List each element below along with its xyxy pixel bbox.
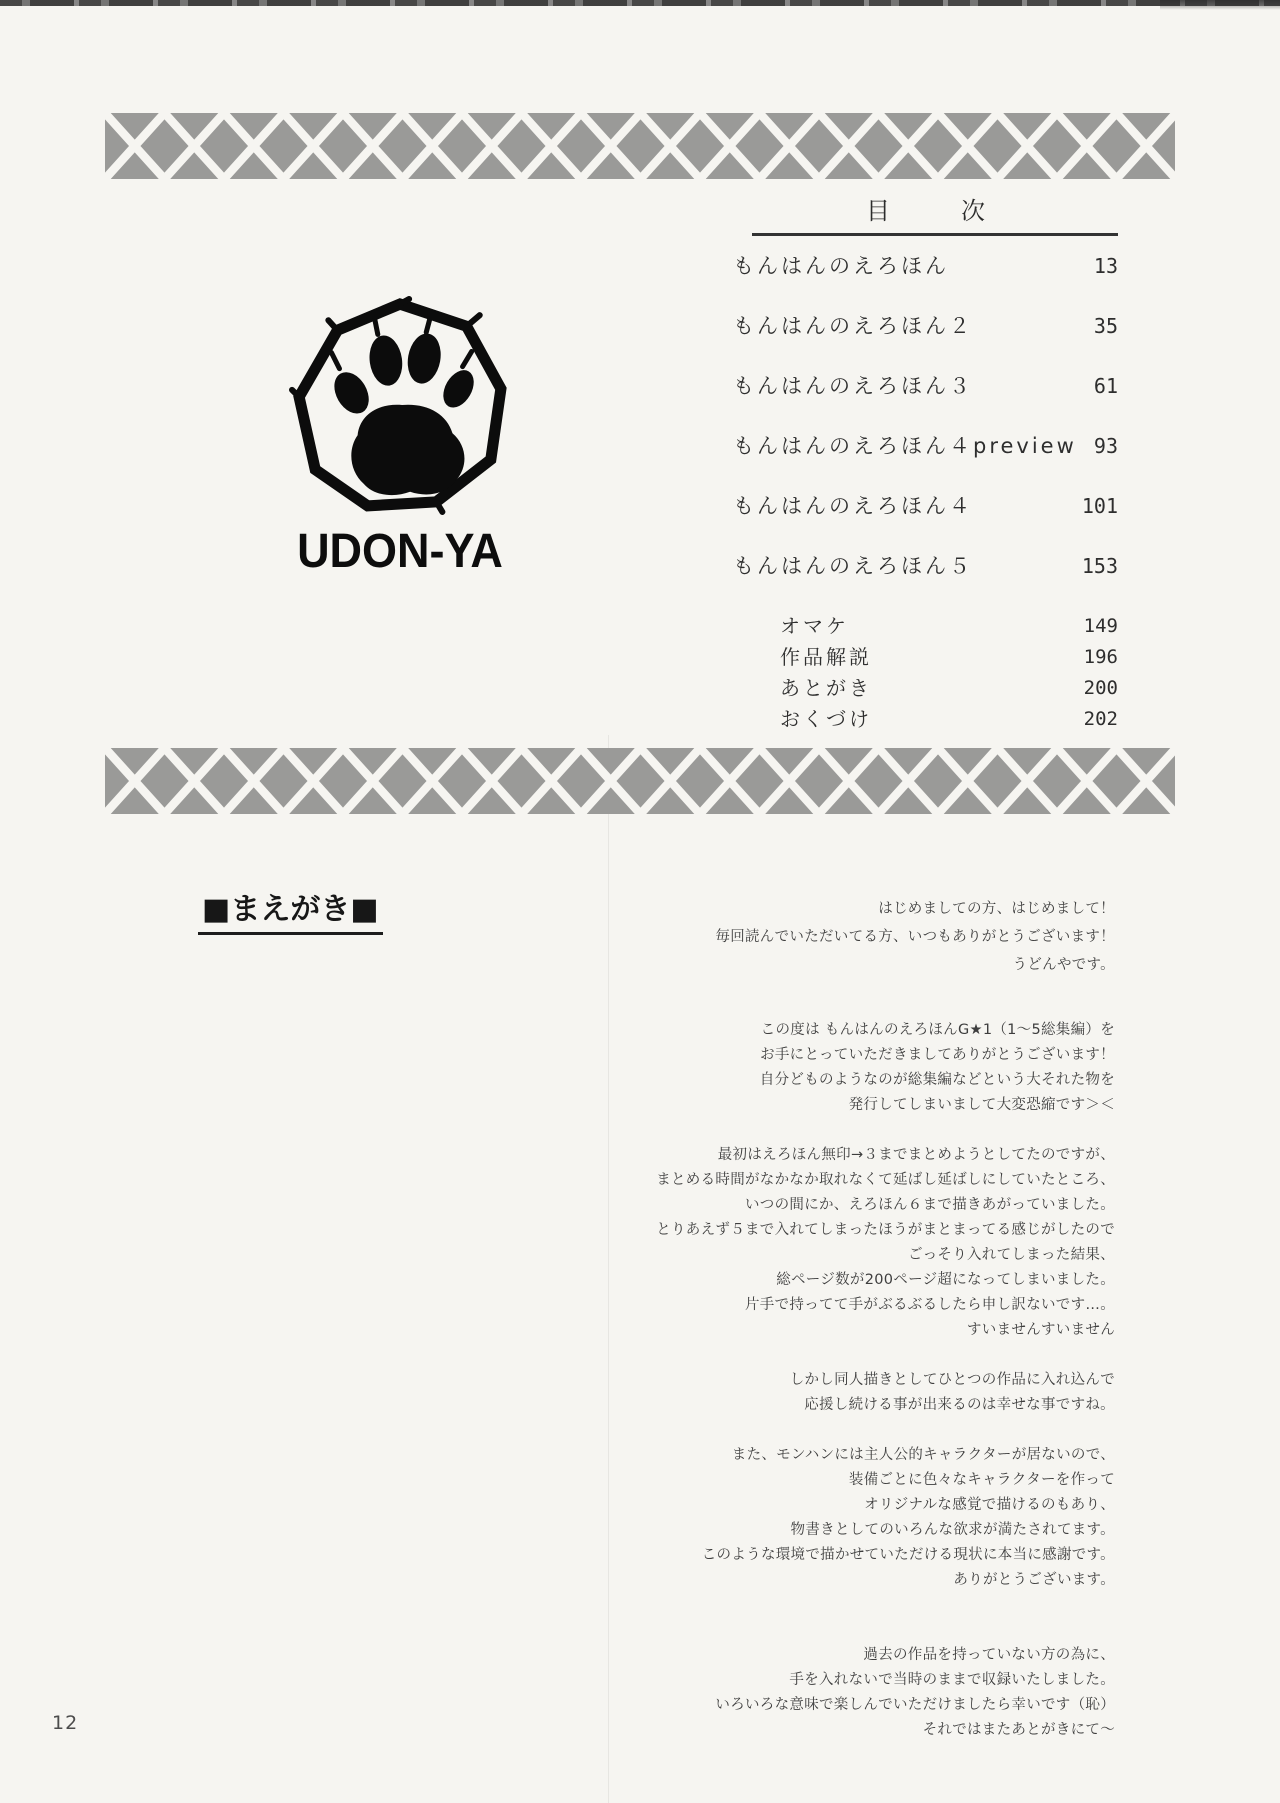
preface-line: はじめましての方、はじめまして！ [878, 901, 1115, 917]
toc-entry [733, 429, 1118, 489]
preface-line: 過去の作品を持っていない方の為に、 [863, 1647, 1115, 1663]
preface-line: うどんやです。 [1012, 957, 1115, 973]
preface-line: ごっそり入れてしまった結果、 [908, 1247, 1115, 1263]
toc-sub-entry-page: 202 [1083, 708, 1118, 730]
preface-line: 手を入れないで当時のままで収録いたしました。 [789, 1672, 1115, 1688]
toc-entry [733, 369, 1118, 429]
preface-line: いつの間にか、えろほん６まで描きあがっていました。 [745, 1197, 1115, 1213]
preface-paragraph [475, 895, 1115, 979]
toc-sub-entry-label: 作品解説 [780, 645, 872, 669]
preface-line: 最初はえろほん無印→３までまとめようとしてたのですが、 [717, 1147, 1115, 1163]
udonya-logo [270, 296, 530, 578]
toc-title: 目次 [866, 197, 1056, 225]
toc-entry-label: もんはんのえろほん４ [733, 494, 973, 518]
preface-line: いろいろな意味で楽しんでいただけましたら幸いです（恥） [715, 1697, 1115, 1713]
scan-corner-artifact [1160, 0, 1280, 10]
toc-sub-entry [780, 613, 1118, 644]
logo-text: UDON-YA [297, 522, 503, 578]
toc-sub-entry-label: おくづけ [780, 707, 872, 731]
preface-paragraph [475, 1443, 1115, 1593]
preface-line: しかし同人描きとしてひとつの作品に入れ込んで [789, 1372, 1115, 1388]
toc-entry-page: 61 [1093, 374, 1118, 398]
toc-entry-label: もんはんのえろほん５ [733, 554, 973, 578]
toc-entry [733, 489, 1118, 549]
preface-line: 装備ごとに色々なキャラクターを作って [848, 1472, 1115, 1488]
preface-line: オリジナルな感覚で描けるのもあり、 [864, 1497, 1115, 1513]
preface-line: この度は もんはんのえろほんG★1（1〜5総集編）を [760, 1022, 1115, 1038]
toc-sub-entry [780, 644, 1118, 675]
toc-entry-label: もんはんのえろほん３ [733, 374, 973, 398]
preface-line: 物書きとしてのいろんな欲求が満たされてます。 [790, 1522, 1115, 1538]
toc-entry [733, 249, 1118, 309]
preface-paragraph [475, 1018, 1115, 1118]
zigzag-border-top [105, 113, 1175, 179]
scan-edge-artifact [0, 0, 1280, 6]
preface-line: お手にとっていただきましてありがとうございます！ [760, 1047, 1115, 1063]
preface-paragraph [475, 1143, 1115, 1343]
toc-sub-entry-label: オマケ [780, 614, 849, 638]
preface-line: それではまたあとがきにて〜 [922, 1722, 1115, 1738]
toc-entry-label: もんはんのえろほん [733, 254, 949, 278]
preface-line: また、モンハンには主人公的キャラクターが居ないので、 [731, 1447, 1115, 1463]
preface-line: 総ページ数が200ページ超になってしまいました。 [776, 1272, 1115, 1288]
toc-entry-page: 153 [1081, 554, 1118, 578]
preface-line: まとめる時間がなかなか取れなくて延ばし延ばしにしていたところ、 [656, 1172, 1115, 1188]
toc-sub-entry-label: あとがき [780, 676, 872, 700]
preface-line: 毎回読んでいただいてる方、いつもありがとうございます！ [715, 929, 1115, 945]
paw-print-circle-icon [288, 296, 512, 518]
preface-line: すいませんすいません [967, 1322, 1115, 1338]
zigzag-border-bottom [105, 748, 1175, 814]
toc-entry-page: 35 [1093, 314, 1118, 338]
preface-line: 発行してしまいまして大変恐縮です＞＜ [848, 1097, 1115, 1113]
toc-entry-page: 13 [1093, 254, 1118, 278]
toc-entry-list [733, 249, 1118, 609]
preface-body [475, 895, 1115, 1768]
toc-sub-entry [780, 675, 1118, 706]
page-number: 12 [52, 1712, 79, 1734]
toc-entry-page: 101 [1081, 494, 1118, 518]
zigzag-pattern-icon [105, 113, 1175, 179]
preface-line: ありがとうございます。 [953, 1572, 1115, 1588]
toc-sub-entry-page: 196 [1083, 646, 1118, 668]
toc-sub-entry-list [780, 613, 1118, 737]
toc-sub-entry-page: 149 [1083, 615, 1118, 637]
preface-paragraph [475, 1643, 1115, 1743]
toc-entry [733, 549, 1118, 609]
preface-line: 自分どものようなのが総集編などという大それた物を [759, 1072, 1115, 1088]
zigzag-pattern-icon [105, 748, 1175, 814]
toc-entry-page: 93 [1093, 434, 1118, 458]
toc-title-underline [752, 233, 1118, 236]
preface-line: とりあえず５まで入れてしまったほうがまとまってる感じがしたので [656, 1222, 1115, 1238]
toc-sub-entry [780, 706, 1118, 737]
toc-entry-label: もんはんのえろほん２ [733, 314, 973, 338]
preface-heading: ■まえがき■ [198, 893, 383, 935]
preface-line: 片手で持ってて手がぶるぶるしたら申し訳ないです…。 [745, 1297, 1115, 1313]
toc-entry-label: もんはんのえろほん４preview [733, 434, 1077, 458]
preface-line: このような環境で描かせていただける現状に本当に感謝です。 [701, 1547, 1115, 1563]
toc-entry [733, 309, 1118, 369]
preface-paragraph [475, 1368, 1115, 1418]
preface-line: 応援し続ける事が出来るのは幸せな事ですね。 [804, 1397, 1115, 1413]
toc-sub-entry-page: 200 [1083, 677, 1118, 699]
